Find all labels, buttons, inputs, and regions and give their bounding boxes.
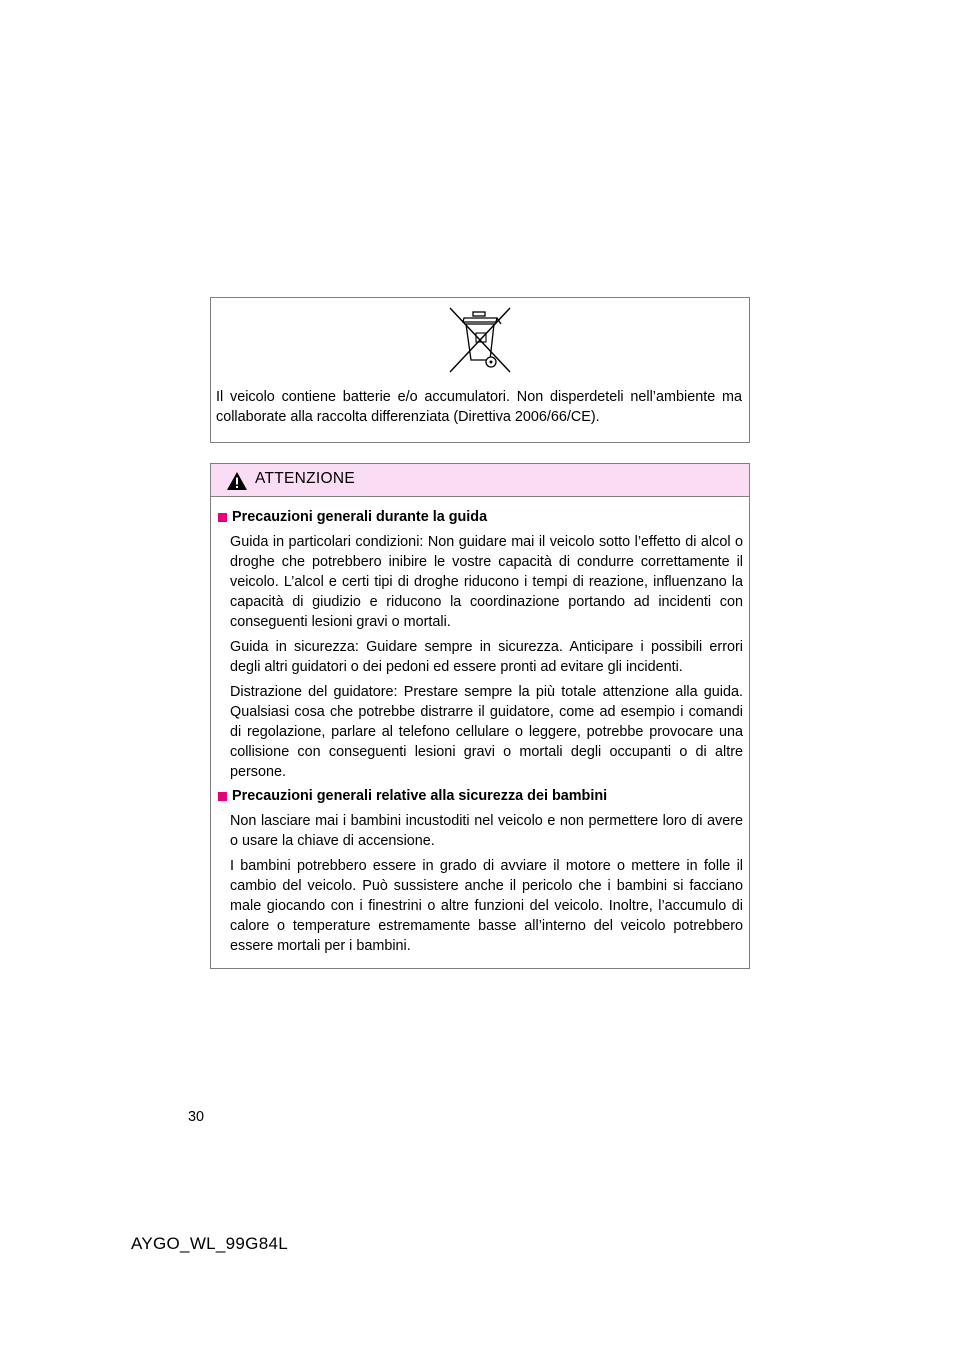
paragraph: Guida in sicurezza: Guidare sempre in sicurezza. Anticipare i possibili errori degli altri guidatori o dei pedoni ed essere pronti ad evitare gli incidenti. xyxy=(230,639,743,675)
section-heading xyxy=(216,507,743,527)
crossed-out-wheelie-bin-icon xyxy=(445,306,515,374)
square-bullet-icon xyxy=(218,513,227,522)
section-heading xyxy=(216,786,743,806)
paragraph: Non lasciare mai i bambini incustoditi nel veicolo e non permettere loro di avere o usare la chiave di accensione. xyxy=(230,813,743,849)
warning-title: ATTENZIONE xyxy=(255,470,356,487)
section-heading-text: Precauzioni generali relative alla sicurezza dei bambini xyxy=(232,788,608,804)
warning-triangle-icon xyxy=(226,471,248,491)
page-number: 30 xyxy=(188,1109,205,1125)
recycling-notice-text: Il veicolo contiene batterie e/o accumulatori. Non disperdeteli nell’ambiente ma collaborate alla raccolta differenziata (Direttiva 2006/66/CE). xyxy=(216,389,742,425)
paragraph: Guida in particolari condizioni: Non guidare mai il veicolo sotto l’effetto di alcol o droghe che potrebbero inibire le vostre capacità di condurre correttamente il veicolo. L’alcol e certi tipi di droghe riducono i tempi di reazione, influenzano la capacità di giudizio e riducono la coordinazione portando ad incidenti con conseguenti lesioni gravi o mortali. xyxy=(230,534,743,630)
paragraph: Distrazione del guidatore: Prestare sempre la più totale attenzione alla guida. Qualsiasi cosa che potrebbe distrarre il guidatore, come ad esempio i comandi di regolazione, parlare al telefono cellulare o leggere, potrebbe provocare una collisione con conseguenti lesioni gravi o mortali degli occupanti o di altre persone. xyxy=(230,684,743,780)
document-code: AYGO_WL_99G84L xyxy=(131,1234,288,1253)
paragraph: I bambini potrebbero essere in grado di avviare il motore o mettere in folle il cambio del veicolo. Può sussistere anche il pericolo che i bambini si facciano male giocando con i finestrini o altre funzioni del veicolo. Inoltre, l’accumulo di calore o temperature estremamente basse all’interno del veicolo potrebbero essere mortali per i bambini. xyxy=(230,858,743,954)
square-bullet-icon xyxy=(218,792,227,801)
section-heading-text: Precauzioni generali durante la guida xyxy=(232,509,488,525)
warning-content xyxy=(216,507,743,961)
warning-header xyxy=(211,464,749,497)
warning-box xyxy=(210,463,750,969)
